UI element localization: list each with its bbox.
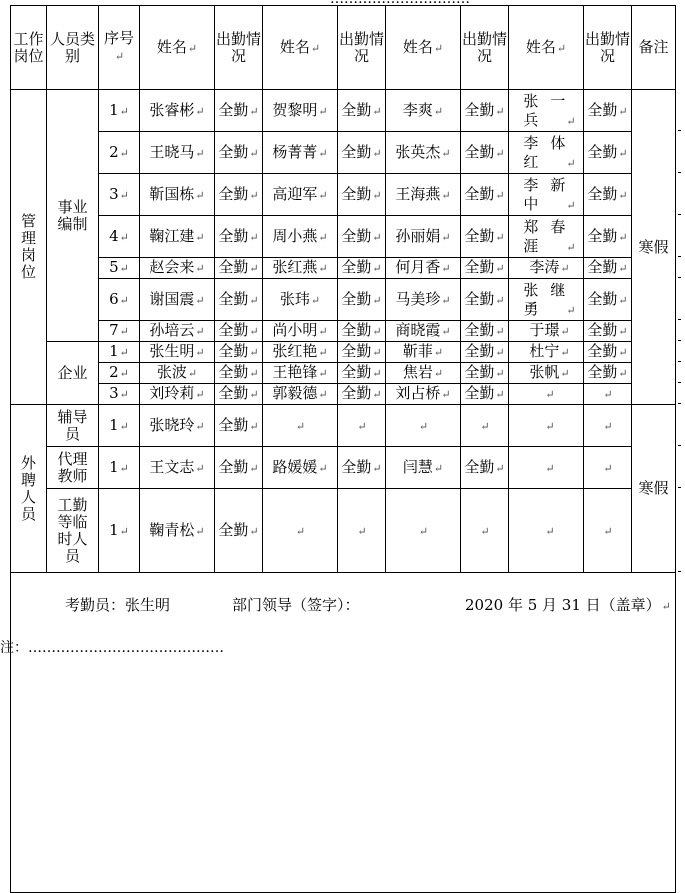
table-row [11,489,676,573]
name-cell: 李体红 ↵ [509,132,584,174]
header-seq: 序号↵ [99,6,140,90]
table-row [11,447,676,489]
name-cell: 郭毅德↵ [263,384,338,405]
name-cell: 王文志↵ [140,447,215,489]
status-cell: 全勤↵ [215,90,263,132]
footer-cell [11,573,676,893]
category-tutor: 辅导员 [47,405,99,447]
header-status: 出勤情况 [461,6,509,90]
status-cell: 全勤↵ [215,447,263,489]
status-cell: ↵ [461,489,509,573]
header-name: 姓名↵ [386,6,461,90]
name-cell: 张睿彬↵ [140,90,215,132]
name-cell: 张玮↵ [263,279,338,321]
row-end-tick [678,214,681,215]
row-end-tick [678,571,681,572]
name-cell: 杨菁菁↵ [263,132,338,174]
row-end-tick [678,130,681,131]
status-cell: 全勤↵ [584,321,632,342]
status-cell: 全勤↵ [215,384,263,405]
status-cell: 全勤↵ [461,447,509,489]
name-cell: 张红燕↵ [263,258,338,279]
seq-cell: 1↵ [99,342,140,363]
name-cell: 刘玲莉↵ [140,384,215,405]
status-cell: 全勤↵ [338,384,386,405]
status-cell: 全勤↵ [215,174,263,216]
status-cell: 全勤↵ [338,447,386,489]
name-cell: 尚小明↵ [263,321,338,342]
header-category: 人员类别 [47,6,99,90]
name-cell: ↵ [509,447,584,489]
seq-cell: 3↵ [99,384,140,405]
name-cell: 刘占桥↵ [386,384,461,405]
name-cell: 何月香↵ [386,258,461,279]
status-cell: ↵ [584,447,632,489]
name-cell: 王晓马↵ [140,132,215,174]
seq-cell: 7↵ [99,321,140,342]
name-cell: 杜宁↵ [509,342,584,363]
footer-row [11,573,676,893]
category-enterprise: 企业 [47,342,99,405]
status-cell: 全勤↵ [338,363,386,384]
status-cell: 全勤↵ [461,258,509,279]
group-management: 管理岗位 [11,90,47,405]
status-cell: 全勤↵ [338,258,386,279]
seq-cell: 4↵ [99,216,140,258]
status-cell: 全勤↵ [461,90,509,132]
status-cell: 全勤↵ [338,279,386,321]
name-cell: 张帆↵ [509,363,584,384]
name-cell: 高迎军↵ [263,174,338,216]
name-cell: 孙培云↵ [140,321,215,342]
status-cell: ↵ [584,384,632,405]
status-cell: 全勤↵ [461,174,509,216]
status-cell: 全勤↵ [461,342,509,363]
name-cell: 路媛媛↵ [263,447,338,489]
date-label: 2020 年 5 月 31 日（盖章）↵ [465,596,671,614]
status-cell: 全勤↵ [584,279,632,321]
name-cell: 靳国栋↵ [140,174,215,216]
category-career: 事业编制 [47,90,99,342]
header-status: 出勤情况 [338,6,386,90]
name-cell: 王艳锋↵ [263,363,338,384]
name-cell: 李涛↵ [509,258,584,279]
row-end-tick [678,361,681,362]
status-cell: 全勤↵ [584,258,632,279]
name-cell: 鞠江建↵ [140,216,215,258]
name-cell: 张继勇 ↵ [509,279,584,321]
name-cell: 闫慧↵ [386,447,461,489]
status-cell: 全勤↵ [461,216,509,258]
header-remark: 备注 [632,6,676,90]
status-cell: 全勤↵ [215,489,263,573]
status-cell: 全勤↵ [584,342,632,363]
table-row [11,321,676,342]
name-cell: 张晓玲↵ [140,405,215,447]
status-cell: 全勤↵ [215,258,263,279]
status-cell: 全勤↵ [584,216,632,258]
status-cell: 全勤↵ [215,216,263,258]
footnote: 注：…………………………………… [0,640,224,656]
name-cell: ↵ [263,405,338,447]
seq-cell: 1↵ [99,405,140,447]
name-cell: 郑春涯 ↵ [509,216,584,258]
row-end-tick [678,172,681,173]
row-end-tick [678,487,681,488]
name-cell: 谢国震↵ [140,279,215,321]
name-cell: 于璟↵ [509,321,584,342]
name-cell: 赵会来↵ [140,258,215,279]
name-cell: ↵ [509,384,584,405]
table-row [11,132,676,174]
table-row [11,258,676,279]
name-cell: ↵ [509,489,584,573]
status-cell: 全勤↵ [584,174,632,216]
seq-cell: 5↵ [99,258,140,279]
status-cell: ↵ [338,405,386,447]
row-end-tick [678,319,681,320]
name-cell: ↵ [509,405,584,447]
status-cell: 全勤↵ [338,132,386,174]
seq-cell: 6↵ [99,279,140,321]
seq-cell: 2↵ [99,363,140,384]
name-cell: ↵ [386,405,461,447]
status-cell: 全勤↵ [584,363,632,384]
status-cell: 全勤↵ [584,90,632,132]
table-row [11,405,676,447]
status-cell: 全勤↵ [461,132,509,174]
table-row [11,384,676,405]
seq-cell: 1↵ [99,90,140,132]
name-cell: 李新中 ↵ [509,174,584,216]
name-cell: 王海燕↵ [386,174,461,216]
name-cell: 周小燕↵ [263,216,338,258]
name-cell: 张波↵ [140,363,215,384]
status-cell: 全勤↵ [461,384,509,405]
name-cell: ↵ [263,489,338,573]
seq-cell: 1↵ [99,489,140,573]
status-cell: 全勤↵ [338,342,386,363]
table-row [11,342,676,363]
name-cell: 贺黎明↵ [263,90,338,132]
status-cell: 全勤↵ [584,132,632,174]
name-cell: 张生明↵ [140,342,215,363]
status-cell: 全勤↵ [215,132,263,174]
seq-cell: 1↵ [99,447,140,489]
header-name: 姓名↵ [509,6,584,90]
group-external: 外聘人员 [11,405,47,573]
status-cell: ↵ [461,405,509,447]
name-cell: 鞠青松↵ [140,489,215,573]
table-row [11,90,676,132]
name-cell: 孙丽娟↵ [386,216,461,258]
row-end-tick [678,277,681,278]
name-cell: 张一兵 ↵ [509,90,584,132]
header-status: 出勤情况 [215,6,263,90]
name-cell: 焦岩↵ [386,363,461,384]
seq-cell: 2↵ [99,132,140,174]
status-cell: 全勤↵ [215,279,263,321]
row-end-tick [678,403,681,404]
table-row [11,216,676,258]
row-end-tick [678,445,681,446]
name-cell: ↵ [386,489,461,573]
name-cell: 张红艳↵ [263,342,338,363]
table-row [11,174,676,216]
status-cell: 全勤↵ [215,405,263,447]
attendance-table [10,5,676,893]
name-cell: 靳菲↵ [386,342,461,363]
category-temp: 工勤等临时人员 [47,489,99,573]
row-end-tick [678,340,681,341]
header-post: 工作岗位 [11,6,47,90]
status-cell: 全勤↵ [215,342,263,363]
category-substitute: 代理教师 [47,447,99,489]
status-cell: 全勤↵ [338,216,386,258]
header-name: 姓名↵ [263,6,338,90]
status-cell: ↵ [584,489,632,573]
status-cell: ↵ [338,489,386,573]
seq-cell: 3↵ [99,174,140,216]
status-cell: 全勤↵ [461,279,509,321]
remark-management: 寒假 [632,90,676,405]
header-status: 出勤情况 [584,6,632,90]
clerk-label: 考勤员：张生明 [65,596,171,614]
header-name: 姓名↵ [140,6,215,90]
name-cell: 李爽↵ [386,90,461,132]
name-cell: 张英杰↵ [386,132,461,174]
row-end-tick [678,256,681,257]
table-row [11,279,676,321]
status-cell: 全勤↵ [461,321,509,342]
name-cell: 商晓霞↵ [386,321,461,342]
remark-external: 寒假 [632,405,676,573]
header-row [11,6,676,90]
status-cell: ↵ [584,405,632,447]
table-row [11,363,676,384]
status-cell: 全勤↵ [338,90,386,132]
status-cell: 全勤↵ [338,321,386,342]
name-cell: 马美珍↵ [386,279,461,321]
status-cell: 全勤↵ [215,363,263,384]
status-cell: 全勤↵ [338,174,386,216]
status-cell: 全勤↵ [215,321,263,342]
status-cell: 全勤↵ [461,363,509,384]
row-end-tick [678,382,681,383]
leader-signature-label: 部门领导（签字）： [232,596,360,614]
